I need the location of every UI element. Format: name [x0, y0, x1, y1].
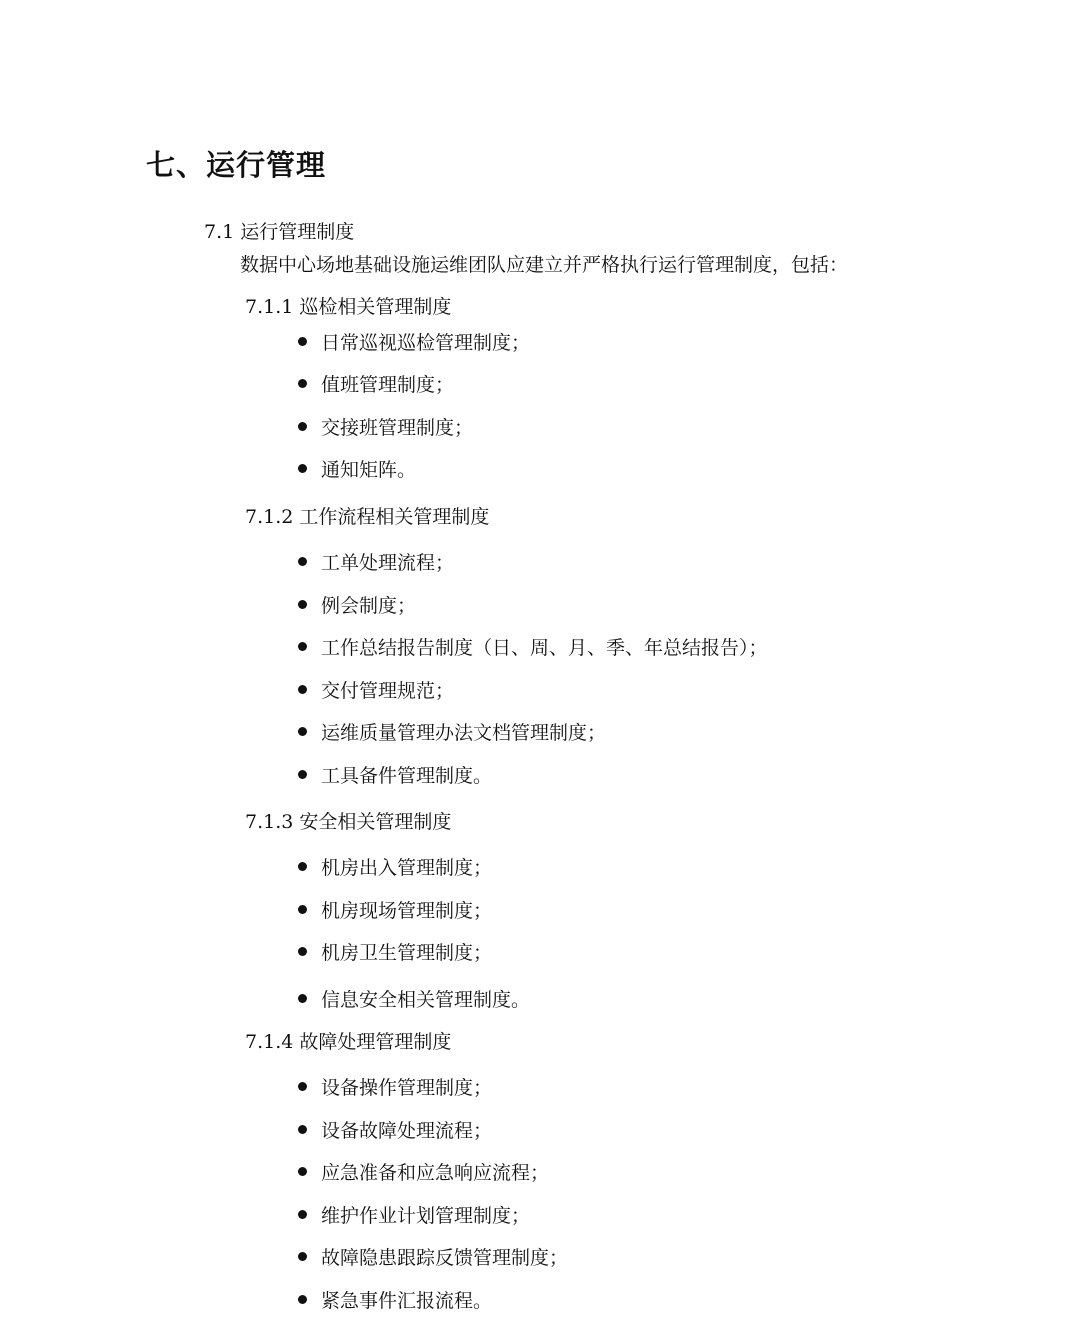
bullet-icon	[298, 1210, 307, 1219]
bullet-icon	[298, 1167, 307, 1176]
bullet-icon	[298, 337, 307, 346]
bullet-icon	[298, 1252, 307, 1261]
bullet-icon	[298, 464, 307, 473]
list-item: 设备故障处理流程；	[298, 1116, 492, 1143]
list-item: 应急准备和应急响应流程；	[298, 1158, 549, 1185]
section-intro: 数据中心场地基础设施运维团队应建立并严格执行运行管理制度，包括：	[240, 254, 849, 276]
list-item: 值班管理制度；	[298, 370, 454, 397]
section-title: 7.1 运行管理制度	[204, 221, 355, 243]
list-item: 日常巡视巡检管理制度；	[298, 328, 530, 355]
list-item: 交付管理规范；	[298, 676, 454, 703]
list-item: 机房卫生管理制度；	[298, 938, 492, 965]
list-item: 故障隐患跟踪反馈管理制度；	[298, 1243, 568, 1270]
bullet-icon	[298, 1125, 307, 1134]
bullet-icon	[298, 862, 307, 871]
bullet-icon	[298, 557, 307, 566]
list-item: 工作总结报告制度（日、周、月、季、年总结报告）；	[298, 633, 768, 660]
bullet-icon	[298, 770, 307, 779]
list-item: 通知矩阵。	[298, 455, 416, 482]
subsection-title-7-1-1: 7.1.1 巡检相关管理制度	[245, 296, 452, 318]
subsection-title-7-1-4: 7.1.4 故障处理管理制度	[245, 1031, 452, 1053]
bullet-icon	[298, 685, 307, 694]
bullet-icon	[298, 379, 307, 388]
list-item: 机房现场管理制度；	[298, 896, 492, 923]
chapter-heading: 七、运行管理	[146, 148, 327, 182]
bullet-icon	[298, 905, 307, 914]
bullet-icon	[298, 727, 307, 736]
bullet-icon	[298, 1295, 307, 1304]
list-item: 机房出入管理制度；	[298, 853, 492, 880]
list-item: 维护作业计划管理制度；	[298, 1201, 530, 1228]
subsection-title-7-1-3: 7.1.3 安全相关管理制度	[245, 811, 452, 833]
list-item: 运维质量管理办法文档管理制度；	[298, 718, 606, 745]
list-item: 工单处理流程；	[298, 548, 454, 575]
list-item: 交接班管理制度；	[298, 413, 473, 440]
bullet-icon	[298, 422, 307, 431]
subsection-title-7-1-2: 7.1.2 工作流程相关管理制度	[245, 506, 490, 528]
bullet-icon	[298, 947, 307, 956]
bullet-icon	[298, 600, 307, 609]
list-item: 紧急事件汇报流程。	[298, 1286, 492, 1313]
bullet-icon	[298, 1082, 307, 1091]
bullet-icon	[298, 994, 307, 1003]
list-item: 例会制度；	[298, 591, 416, 618]
list-item: 工具备件管理制度。	[298, 761, 492, 788]
bullet-icon	[298, 642, 307, 651]
list-item: 信息安全相关管理制度。	[298, 985, 530, 1012]
list-item: 设备操作管理制度；	[298, 1073, 492, 1100]
